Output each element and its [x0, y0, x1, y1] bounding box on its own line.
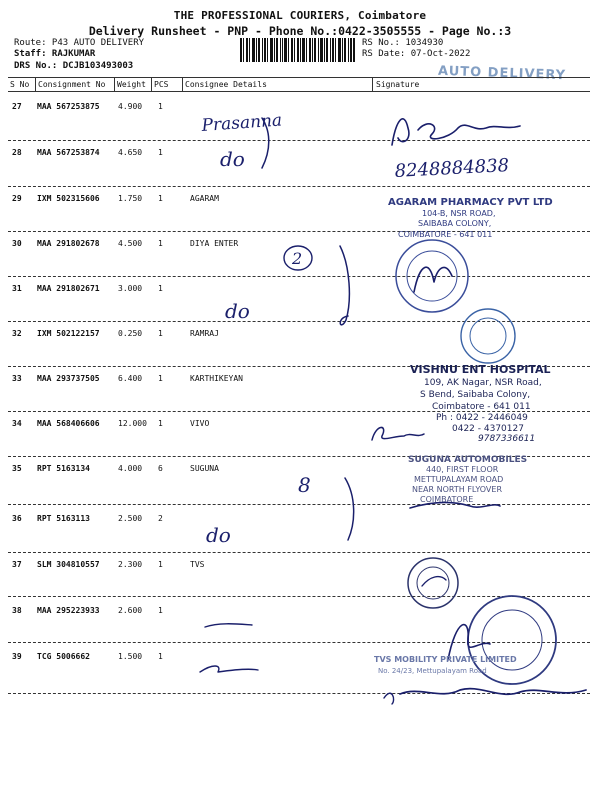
suguna-stamp-line: METTUPALAYAM ROAD	[414, 475, 504, 484]
row-consignment: MAA 291802671	[37, 284, 100, 293]
row-weight: 2.600	[118, 606, 143, 615]
row-weight: 4.000	[118, 464, 143, 473]
ditto-mark: do	[220, 147, 245, 171]
row-consignee: TVS	[190, 560, 205, 569]
row-consignment: MAA 291802678	[37, 239, 100, 248]
row-sno: 32	[12, 329, 22, 338]
row-consignee: KARTHIKEYAN	[190, 374, 243, 383]
row-consignment: IXM 502315606	[37, 194, 100, 203]
row-pcs: 1	[158, 560, 163, 569]
row-pcs: 1	[158, 284, 163, 293]
handwritten-mark: 2	[292, 249, 303, 268]
handwritten-name: Prasanna	[200, 110, 283, 136]
row-consignment: MAA 567253875	[37, 102, 100, 111]
suguna-stamp-line: 440, FIRST FLOOR	[426, 465, 499, 474]
brace-mark	[345, 478, 354, 540]
row-weight: 0.250	[118, 329, 143, 338]
row-weight: 1.500	[118, 652, 143, 661]
row-consignment: MAA 567253874	[37, 148, 100, 157]
col-header-consignee: Consignee Details	[185, 80, 267, 89]
brace-mark	[340, 246, 349, 325]
row-sno: 27	[12, 102, 22, 111]
round-stamp-inner	[417, 567, 449, 599]
row-weight: 1.750	[118, 194, 143, 203]
row-consignee: RAMRAJ	[190, 329, 219, 338]
agaram-stamp-line: COIMBATORE - 641 011	[398, 230, 493, 239]
agaram-stamp-name: AGARAM PHARMACY PVT LTD	[388, 197, 553, 208]
row-pcs: 1	[158, 419, 163, 428]
row-consignment: MAA 568406606	[37, 419, 100, 428]
vishnu-stamp-line: S Bend, Saibaba Colony,	[420, 390, 531, 400]
row-sno: 33	[12, 374, 22, 383]
handwritten-mark: 8	[298, 473, 311, 497]
agaram-stamp-line: SAIBABA COLONY,	[418, 219, 492, 228]
col-header-pcs: PCS	[154, 80, 169, 89]
row-weight: 4.500	[118, 239, 143, 248]
vishnu-stamp-line: 9787336611	[478, 434, 536, 444]
row-pcs: 1	[158, 652, 163, 661]
vishnu-stamp-line: 0422 - 4370127	[452, 424, 524, 434]
row-consignee: VIVO	[190, 419, 210, 428]
row-consignment: MAA 295223933	[37, 606, 100, 615]
agaram-stamp-line: 104-B, NSR ROAD,	[422, 209, 496, 218]
rs-number: RS No.: 1034930	[362, 38, 444, 48]
row-weight: 12.000	[118, 419, 147, 428]
route-label: Route: P43 AUTO DELIVERY	[14, 38, 145, 48]
row-pcs: 1	[158, 374, 163, 383]
row-consignee: AGARAM	[190, 194, 219, 203]
drs-number: DRS No.: DCJB103493003	[14, 61, 134, 71]
row-pcs: 1	[158, 148, 163, 157]
suguna-stamp-name: SUGUNA AUTOMOBILES	[408, 455, 528, 465]
rs-date: RS Date: 07-Oct-2022	[362, 49, 471, 59]
row-pcs: 2	[158, 514, 163, 523]
round-stamp	[461, 309, 515, 363]
row-pcs: 1	[158, 329, 163, 338]
tvs-stamp-line: No. 24/23, Mettupalayam Road	[378, 667, 487, 675]
row-sno: 29	[12, 194, 22, 203]
row-weight: 4.650	[118, 148, 143, 157]
row-consignment: MAA 293737505	[37, 374, 100, 383]
round-stamp	[408, 558, 458, 608]
signature-row34	[372, 427, 424, 440]
vishnu-stamp-name: VISHNU ENT HOSPITAL	[410, 363, 551, 376]
row-pcs: 1	[158, 239, 163, 248]
row-pcs: 1	[158, 194, 163, 203]
row-consignment: TCG 5006662	[37, 652, 90, 661]
col-header-signature: Signature	[376, 80, 420, 89]
row-sno: 30	[12, 239, 22, 248]
row-weight: 6.400	[118, 374, 143, 383]
row-pcs: 1	[158, 102, 163, 111]
signature-row39	[400, 689, 586, 695]
signature-row27	[392, 119, 520, 145]
company-title: THE PROFESSIONAL COURIERS, Coimbatore	[173, 9, 427, 22]
handwritten-phone: 8248884838	[394, 155, 510, 182]
runsheet-title: Delivery Runsheet - PNP - Phone No.:0422-3505555 - Page No.:3	[88, 24, 512, 38]
ditto-mark: do	[225, 299, 250, 323]
row-consignee: DIYA ENTER	[190, 239, 239, 248]
row-pcs: 1	[158, 606, 163, 615]
row-weight: 2.500	[118, 514, 143, 523]
tvs-stamp-name: TVS MOBILITY PRIVATE LIMITED	[374, 655, 517, 664]
row-consignment: SLM 304810557	[37, 560, 100, 569]
round-stamp-inner	[470, 318, 506, 354]
row-sno: 38	[12, 606, 22, 615]
row-weight: 3.000	[118, 284, 143, 293]
row-pcs: 6	[158, 464, 163, 473]
col-header-sno: S No	[10, 80, 30, 89]
row-sno: 39	[12, 652, 22, 661]
vishnu-stamp-line: Coimbatore - 641 011	[432, 402, 531, 412]
col-header-weight: Weight	[117, 80, 146, 89]
row-consignment: IXM 502122157	[37, 329, 100, 338]
row-weight: 2.300	[118, 560, 143, 569]
suguna-stamp-line: COIMBATORE	[420, 495, 474, 504]
row-consignee: SUGUNA	[190, 464, 219, 473]
row-sno: 28	[12, 148, 22, 157]
dash-mark	[200, 666, 258, 672]
row-weight: 4.900	[118, 102, 143, 111]
signature-mark	[384, 693, 394, 704]
signature-row30	[414, 267, 452, 292]
col-header-consignment: Consignment No	[38, 80, 106, 89]
signature-row37	[422, 577, 446, 586]
row-sno: 36	[12, 514, 22, 523]
row-consignment: RPT 5163134	[37, 464, 90, 473]
staff-label: Staff: RAJKUMAR	[14, 49, 96, 59]
vishnu-stamp-line: 109, AK Nagar, NSR Road,	[424, 378, 542, 388]
row-consignment: RPT 5163113	[37, 514, 90, 523]
vishnu-stamp-line: Ph : 0422 - 2446049	[436, 413, 528, 423]
ditto-mark: do	[206, 523, 231, 547]
row-sno: 37	[12, 560, 22, 569]
auto-delivery-stamp: AUTO DELIVERY	[437, 63, 567, 84]
row-sno: 35	[12, 464, 22, 473]
dash-mark	[205, 624, 252, 627]
row-sno: 34	[12, 419, 22, 428]
row-sno: 31	[12, 284, 22, 293]
suguna-stamp-line: NEAR NORTH FLYOVER	[412, 485, 503, 494]
